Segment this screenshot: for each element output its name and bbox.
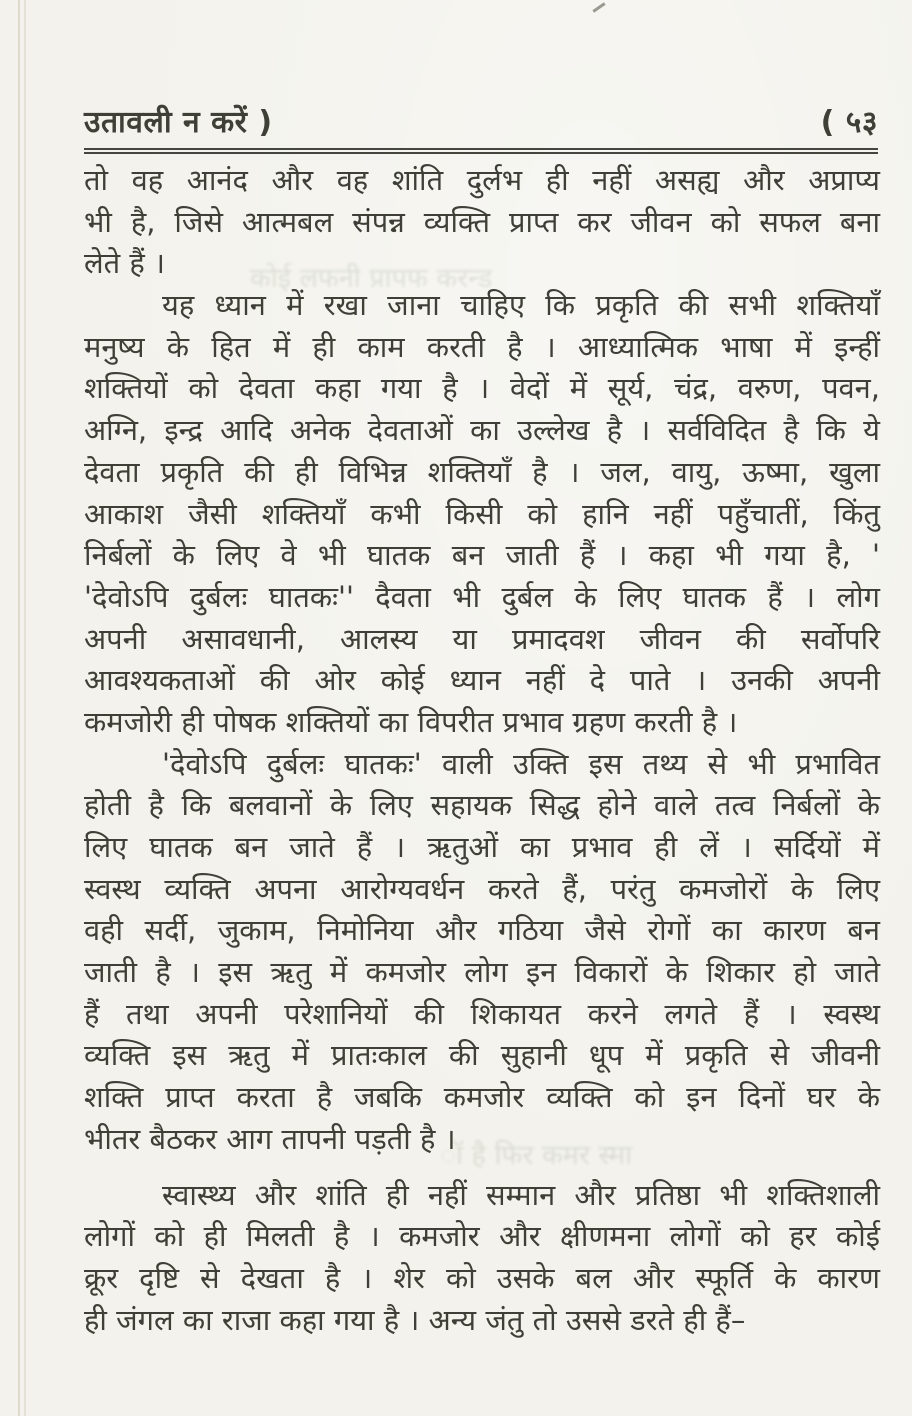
text-line: 'देवोऽपि दुर्बलः घातकः'' दैवता भी दुर्बल के लिए घातक हैं । लोग bbox=[84, 579, 880, 614]
text-line: लोगों को ही मिलती है । कमजोर और क्षीणमना लोगों को हर कोई bbox=[84, 1219, 880, 1254]
text-line: आकाश जैसी शक्तियाँ कभी किसी को हानि नहीं पहुँचातीं, किंतु bbox=[84, 496, 880, 531]
paragraph bbox=[84, 160, 880, 285]
text-line: कमजोरी ही पोषक शक्तियों का विपरीत प्रभाव ग्रहण करती है । bbox=[84, 704, 738, 739]
text-line: यह ध्यान में रखा जाना चाहिए कि प्रकृति की सभी शक्तियाँ bbox=[162, 288, 880, 323]
text-line: शक्तियों को देवता कहा गया है । वेदों में सूर्य, चंद्र, वरुण, पवन, bbox=[84, 371, 880, 406]
text-line: निर्बलों के लिए वे भी घातक बन जाती हैं । कहा भी गया है, ' bbox=[84, 538, 880, 573]
paragraph bbox=[84, 1175, 880, 1342]
scan-artifact-mark bbox=[592, 2, 605, 12]
page-fold-line bbox=[24, 0, 26, 1416]
paragraph bbox=[84, 285, 880, 744]
text-line: हैं तथा अपनी परेशानियों की शिकायत करने लगते हैं । स्वस्थ bbox=[84, 996, 880, 1031]
text-line: अग्नि, इन्द्र आदि अनेक देवताओं का उल्लेख है । सर्वविदित है कि ये bbox=[84, 413, 880, 448]
text-line: ही जंगल का राजा कहा गया है । अन्य जंतु तो उससे डरते ही हैं– bbox=[84, 1302, 746, 1337]
paragraph bbox=[84, 744, 880, 1161]
chapter-title: उतावली न करें ) bbox=[84, 105, 273, 140]
text-line: लिए घातक बन जाते हैं । ऋतुओं का प्रभाव ही लें । सर्दियों में bbox=[84, 830, 880, 864]
header-rule bbox=[84, 148, 878, 154]
text-line: स्वास्थ्य और शांति ही नहीं सम्मान और प्रतिष्ठा भी शक्तिशाली bbox=[162, 1177, 880, 1212]
text-line: 'देवोऽपि दुर्बलः घातकः' वाली उक्ति इस तथ्य से भी प्रभावित bbox=[162, 746, 880, 781]
text-line: मनुष्य के हित में ही काम करती है । आध्यात्मिक भाषा में इन्हीं bbox=[84, 329, 880, 364]
text-line: भी है, जिसे आत्मबल संपन्न व्यक्ति प्राप्त कर जीवन को सफल बना bbox=[84, 204, 880, 239]
text-line: व्यक्ति इस ऋतु में प्रातःकाल की सुहानी धूप में प्रकृति से जीवनी bbox=[84, 1038, 880, 1073]
text-line: भीतर बैठकर आग तापनी पड़ती है । bbox=[84, 1121, 456, 1156]
bleed-through-text: कोई लफनी प्रापफ करन्ड bbox=[250, 263, 493, 294]
page-spine-line bbox=[18, 0, 20, 1416]
text-block bbox=[84, 160, 880, 1341]
text-line: वही सर्दी, जुकाम, निमोनिया और गठिया जैसे रोगों का कारण बन bbox=[84, 913, 880, 948]
page-number: ( ५३ bbox=[820, 105, 878, 140]
text-line: देवता प्रकृति की ही विभिन्न शक्तियाँ है । जल, वायु, ऊष्मा, खुला bbox=[84, 454, 880, 489]
text-line: आवश्यकताओं की ओर कोई ध्यान नहीं दे पाते । उनकी अपनी bbox=[84, 663, 880, 698]
text-line: शक्ति प्राप्त करता है जबकि कमजोर व्यक्ति को इन दिनों घर के bbox=[84, 1080, 880, 1115]
text-line: होती है कि बलवानों के लिए सहायक सिद्ध होने वाले तत्व निर्बलों के bbox=[84, 788, 880, 823]
text-line: क्रूर दृष्टि से देखता है । शेर को उसके बल और स्फूर्ति के कारण bbox=[84, 1260, 880, 1295]
text-line: स्वस्थ व्यक्ति अपना आरोग्यवर्धन करते हैं, परंतु कमजोरों के लिए bbox=[84, 871, 880, 906]
running-header bbox=[84, 100, 878, 141]
text-line: अपनी असावधानी, आलस्य या प्रमादवश जीवन की सर्वोपरि bbox=[84, 621, 880, 656]
text-line: तो वह आनंद और वह शांति दुर्लभ ही नहीं असह्य और अप्राप्य bbox=[84, 163, 880, 197]
bleed-through-text: ॉ है फिर कमर स्मा bbox=[440, 1140, 633, 1171]
text-line: लेते हैं । bbox=[84, 246, 166, 281]
text-line: जाती है । इस ऋतु में कमजोर लोग इन विकारों के शिकार हो जाते bbox=[84, 955, 880, 990]
